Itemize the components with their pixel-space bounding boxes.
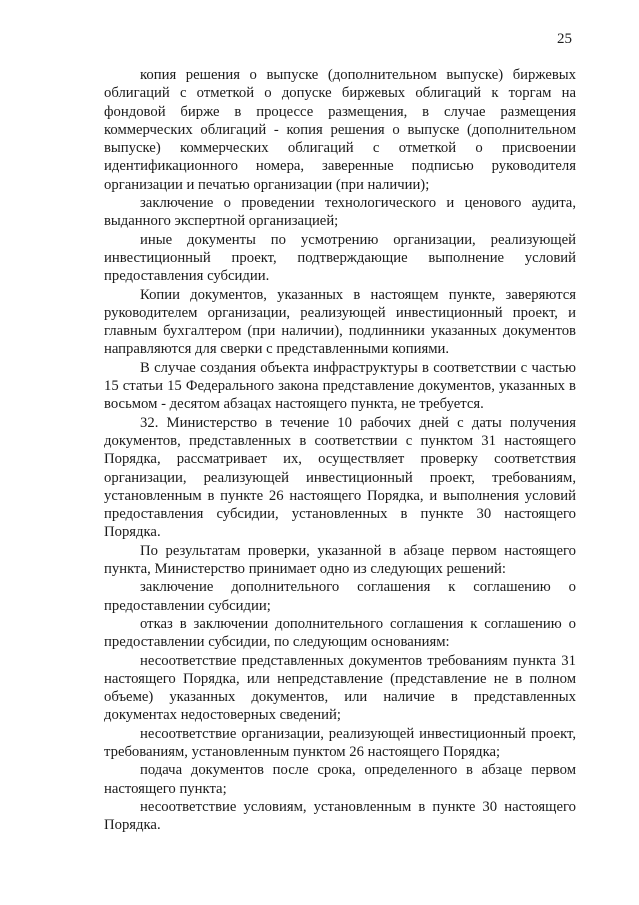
page-number: 25 [557,31,572,47]
paragraph-ground-documents: несоответствие представленных документов требованиям пункта 31 настоящего Порядка, или непредставление (представление не в полном объеме) указанных документов, или наличие в представленных документах недостоверных сведений; [104,652,576,724]
document-body [104,66,576,834]
paragraph-decision-approve: заключение дополнительного соглашения к соглашению о предоставлении субсидии; [104,579,576,614]
paragraph-copy-of-decision: копия решения о выпуске (дополнительном выпуске) биржевых облигаций с отметкой о допуске биржевых облигаций к торгам на фондовой бирже в процессе размещения, в случае размещения коммерческих облигаций - копия решения о выпуске (дополнительном выпуске) коммерческих облигаций с отметкой о присвоении идентификационного номера, заверенные подписью руководителя организации и печатью организации (при наличии); [104,67,576,193]
paragraph-ground-deadline: подача документов после срока, определенного в абзаце первом настоящего пункта; [104,762,576,797]
paragraph-ground-conditions: несоответствие условиям, установленным в пункте 30 настоящего Порядка. [104,798,576,834]
paragraph-infrastructure-case: В случае создания объекта инфраструктуры в соответствии с частью 15 статьи 15 Федерального закона представление документов, указанных в восьмом - десятом абзацах настоящего пункта, не требуется. [104,359,576,413]
paragraph-audit-conclusion: заключение о проведении технологического и ценового аудита, выданного экспертной организацией; [104,195,576,230]
paragraph-other-documents: иные документы по усмотрению организации, реализующей инвестиционный проект, подтверждающие выполнение условий предоставления субсидии. [104,231,576,285]
paragraph-clause-32: 32. Министерство в течение 10 рабочих дней с даты получения документов, представленных в соответствии с пунктом 31 настоящего Порядка, рассматривает их, осуществляет проверку соответствия организации, реализующей инвестиционный проект, требованиям, установленным в пункте 26 настоящего Порядка, и выполнения условий предоставления субсидии, установленных в пункте 30 настоящего Порядка. [104,414,576,541]
paragraph-decision-refuse: отказ в заключении дополнительного соглашения к соглашению о предоставлении субсидии, по следующим основаниям: [104,615,576,651]
paragraph-copies-certified: Копии документов, указанных в настоящем пункте, заверяются руководителем организации, реализующей инвестиционный проект, и главным бухгалтером (при наличии), подлинники указанных документов направляются для сверки с представленными копиями. [104,286,576,358]
paragraph-review-results: По результатам проверки, указанной в абзаце первом настоящего пункта, Министерство принимает одно из следующих решений: [104,542,576,578]
paragraph-ground-requirements: несоответствие организации, реализующей инвестиционный проект, требованиям, установленным пунктом 26 настоящего Порядка; [104,725,576,760]
